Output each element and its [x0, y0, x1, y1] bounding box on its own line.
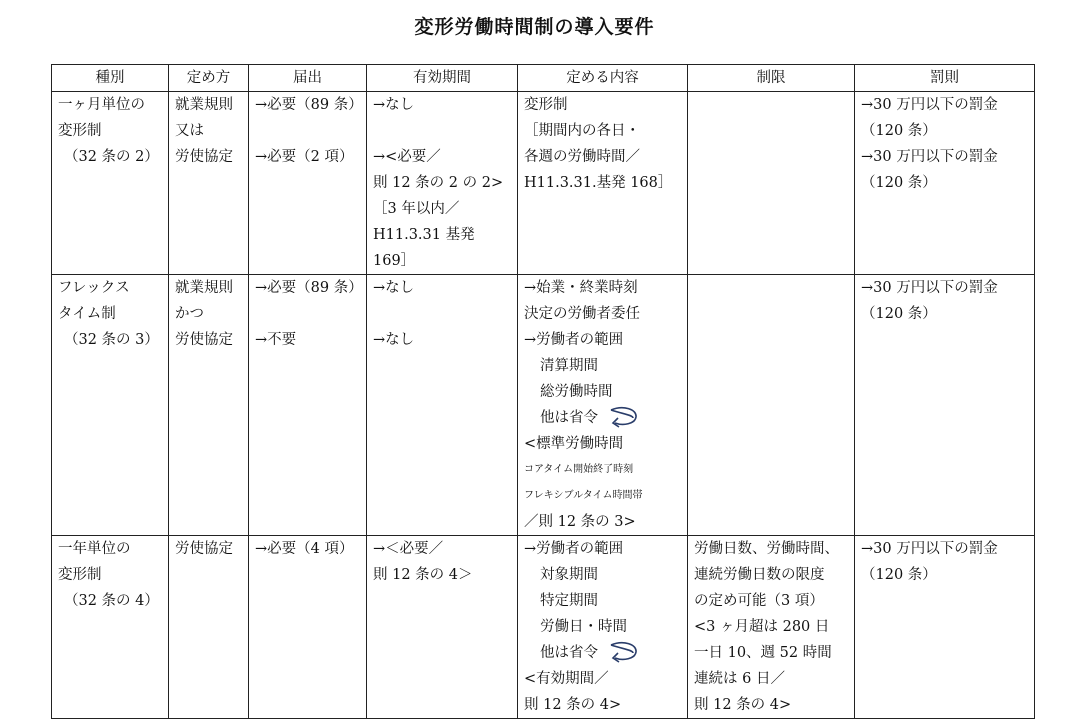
cell-type — [52, 275, 169, 536]
header-method: 定め方 — [169, 65, 249, 92]
header-content: 定める内容 — [518, 65, 688, 92]
cell-limit — [688, 92, 855, 275]
cell-line: 特定期間 — [540, 593, 598, 609]
cell-line: 就業規則 — [175, 97, 233, 113]
cell-line: タイム制 — [58, 306, 116, 322]
cell-line: 清算期間 — [540, 358, 598, 374]
cell-method — [169, 92, 249, 275]
cell-line: 一日 10、週 52 時間 — [694, 645, 832, 661]
cell-line: （32 条の 4） — [64, 593, 159, 609]
cell-line: （120 条） — [861, 175, 937, 191]
cell-line: →始業・終業時刻 — [524, 280, 638, 296]
cell-filing — [249, 536, 367, 719]
cell-line: 労働日・時間 — [540, 619, 627, 635]
cell-line: （120 条） — [861, 306, 937, 322]
cell-line: ［期間内の各日・ — [524, 123, 640, 139]
cell-line: （32 条の 3） — [64, 332, 159, 348]
cell-line: 一ヶ月単位の — [58, 97, 145, 113]
curved-arrow-icon — [609, 406, 639, 430]
cell-line: 労働日数、労働時間、 — [694, 541, 839, 557]
header-limit: 制限 — [688, 65, 855, 92]
cell-line: 各週の労働時間／ — [524, 149, 640, 165]
cell-line: 169］ — [373, 253, 416, 269]
cell-line: 変形制 — [524, 97, 568, 113]
header-filing: 届出 — [249, 65, 367, 92]
cell-line — [255, 301, 366, 327]
cell-filing — [249, 275, 367, 536]
cell-line: 則 12 条の 4> — [524, 697, 622, 713]
cell-line: の定め可能（3 項） — [694, 593, 824, 609]
cell-limit — [688, 536, 855, 719]
cell-line: →30 万円以下の罰金 — [861, 97, 998, 113]
cell-line: 連続労働日数の限度 — [694, 567, 825, 583]
cell-type — [52, 536, 169, 719]
cell-line: →必要（89 条） — [255, 97, 363, 113]
cell-line: 則 12 条の 2 の 2> — [373, 175, 504, 191]
cell-penalty — [855, 92, 1035, 275]
cell-line: 変形制 — [58, 567, 102, 583]
cell-line: →<必要／ — [373, 149, 441, 165]
cell-line: H11.3.31.基発 168］ — [524, 175, 673, 191]
cell-content — [518, 275, 688, 536]
cell-line: ［3 年以内／ — [373, 201, 460, 217]
cell-penalty — [855, 275, 1035, 536]
cell-line: →なし — [373, 332, 415, 348]
cell-line: （120 条） — [861, 567, 937, 583]
header-row — [52, 65, 1035, 92]
curved-arrow-icon — [609, 641, 639, 665]
cell-line: 則 12 条の 4＞ — [373, 567, 473, 583]
cell-line: 労使協定 — [175, 149, 233, 165]
cell-method — [169, 275, 249, 536]
cell-line: フレキシブルタイム時間帯 — [524, 490, 643, 501]
cell-line: 労使協定 — [175, 541, 233, 557]
cell-line — [255, 118, 366, 144]
cell-line: 一年単位の — [58, 541, 131, 557]
cell-limit — [688, 275, 855, 536]
cell-line: 就業規則 — [175, 280, 233, 296]
cell-line: →30 万円以下の罰金 — [861, 541, 998, 557]
cell-content — [518, 92, 688, 275]
cell-line: コアタイム開始終了時刻 — [524, 464, 634, 475]
cell-line — [373, 118, 517, 144]
requirements-table — [51, 64, 1035, 719]
cell-line: <有効期間／ — [524, 671, 609, 687]
cell-line: 則 12 条の 4> — [694, 697, 792, 713]
cell-line: →なし — [373, 97, 415, 113]
cell-line: →なし — [373, 280, 415, 296]
cell-line: ／則 12 条の 3> — [524, 514, 636, 530]
table-row — [52, 92, 1035, 275]
cell-line: →不要 — [255, 332, 297, 348]
cell-line: H11.3.31 基発 — [373, 227, 475, 243]
cell-line: →＜必要／ — [373, 541, 444, 557]
cell-method — [169, 536, 249, 719]
cell-filing — [249, 92, 367, 275]
ordinance-line — [524, 405, 687, 431]
cell-line: →必要（2 項） — [255, 149, 354, 165]
cell-line: →必要（4 項） — [255, 541, 354, 557]
cell-line-text: 他は省令 — [540, 410, 598, 426]
cell-period — [367, 536, 518, 719]
ordinance-line — [524, 640, 687, 666]
cell-line — [373, 301, 517, 327]
cell-line: 総労働時間 — [540, 384, 613, 400]
cell-line: （32 条の 2） — [64, 149, 159, 165]
cell-line: （120 条） — [861, 123, 937, 139]
cell-line: <3 ヶ月超は 280 日 — [694, 619, 830, 635]
table-row — [52, 275, 1035, 536]
cell-line: かつ — [175, 306, 204, 322]
document-title: 変形労働時間制の導入要件 — [414, 16, 655, 38]
cell-line: 労使協定 — [175, 332, 233, 348]
cell-line: →30 万円以下の罰金 — [861, 149, 998, 165]
header-period: 有効期間 — [367, 65, 518, 92]
cell-line: フレックス — [58, 280, 130, 296]
cell-line: 決定の労働者委任 — [524, 306, 640, 322]
cell-period — [367, 92, 518, 275]
table-row — [52, 536, 1035, 719]
cell-period — [367, 275, 518, 536]
cell-line-text: 他は省令 — [540, 645, 598, 661]
cell-line: →労働者の範囲 — [524, 541, 624, 557]
cell-line: 対象期間 — [540, 567, 598, 583]
cell-line: 連続は 6 日／ — [694, 671, 785, 687]
cell-line: →30 万円以下の罰金 — [861, 280, 998, 296]
cell-line: →必要（89 条） — [255, 280, 363, 296]
cell-content — [518, 536, 688, 719]
cell-penalty — [855, 536, 1035, 719]
cell-line: →労働者の範囲 — [524, 332, 624, 348]
cell-line: 又は — [175, 123, 204, 139]
header-penalty: 罰則 — [855, 65, 1035, 92]
cell-line: <標準労働時間 — [524, 436, 624, 452]
cell-type — [52, 92, 169, 275]
cell-line: 変形制 — [58, 123, 102, 139]
header-type: 種別 — [52, 65, 169, 92]
